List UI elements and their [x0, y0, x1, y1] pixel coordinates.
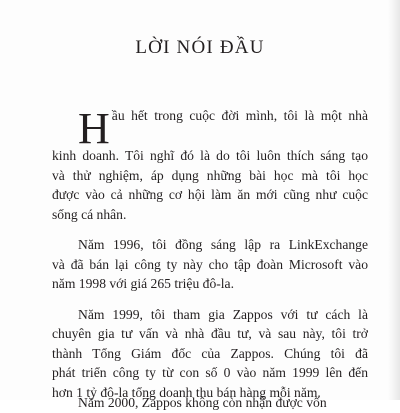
paragraph-1-line-1: ầu hết trong cuộc đời mình, tôi là một nhà	[111, 108, 368, 123]
paragraph-3-line-1: Năm 1999, tôi tham gia Zappos với tư cách là	[78, 306, 368, 322]
paragraph-3-line-3: thành Tổng Giám đốc của Zappos. Chúng tôi đã	[52, 345, 368, 361]
paragraph-2-line-2: và đã bán lại công ty này cho tập đoàn Microsoft vào	[52, 256, 368, 272]
paragraph-4-line-1: Năm 2000, Zappos không còn nhận được vốn	[78, 395, 327, 410]
body-text	[52, 106, 368, 413]
paragraph-2-line-3: năm 1998 với giá 265 triệu đô-la.	[52, 276, 234, 291]
paragraph-4-partial	[52, 393, 368, 410]
paragraph-1-line-5: sống cá nhân.	[52, 206, 127, 222]
chapter-heading: LỜI NÓI ĐẦU	[135, 37, 265, 58]
page-spine-shadow	[388, 0, 400, 400]
paragraph-2-line-1: Năm 1996, tôi đồng sáng lập ra LinkExchange	[78, 237, 368, 252]
paragraph-1	[52, 106, 368, 224]
drop-cap: H	[78, 104, 110, 153]
paragraph-3-line-5: hơn 1 tỷ đô-la tổng doanh thu bán hàng mỗi năm.	[52, 384, 321, 400]
paragraph-3	[52, 305, 368, 403]
paragraph-3-line-4: phát triển công ty từ con số 0 vào năm 1999 lên đến	[52, 365, 368, 380]
paragraph-3-line-2: chuyên gia tư vấn và nhà đầu tư, và sau này, tôi trở	[52, 326, 368, 341]
paragraph-2	[52, 235, 368, 294]
paragraph-1-line-3: và thử nghiệm, áp dụng những bài học mà tôi học	[52, 167, 368, 183]
paragraph-1-line-4: được vào cả những cơ hội làm ăn mới cũng như cuộc	[52, 187, 368, 202]
paragraph-1-line-2: kinh doanh. Tôi nghĩ đó là do tôi luôn thích sáng tạo	[52, 148, 368, 163]
